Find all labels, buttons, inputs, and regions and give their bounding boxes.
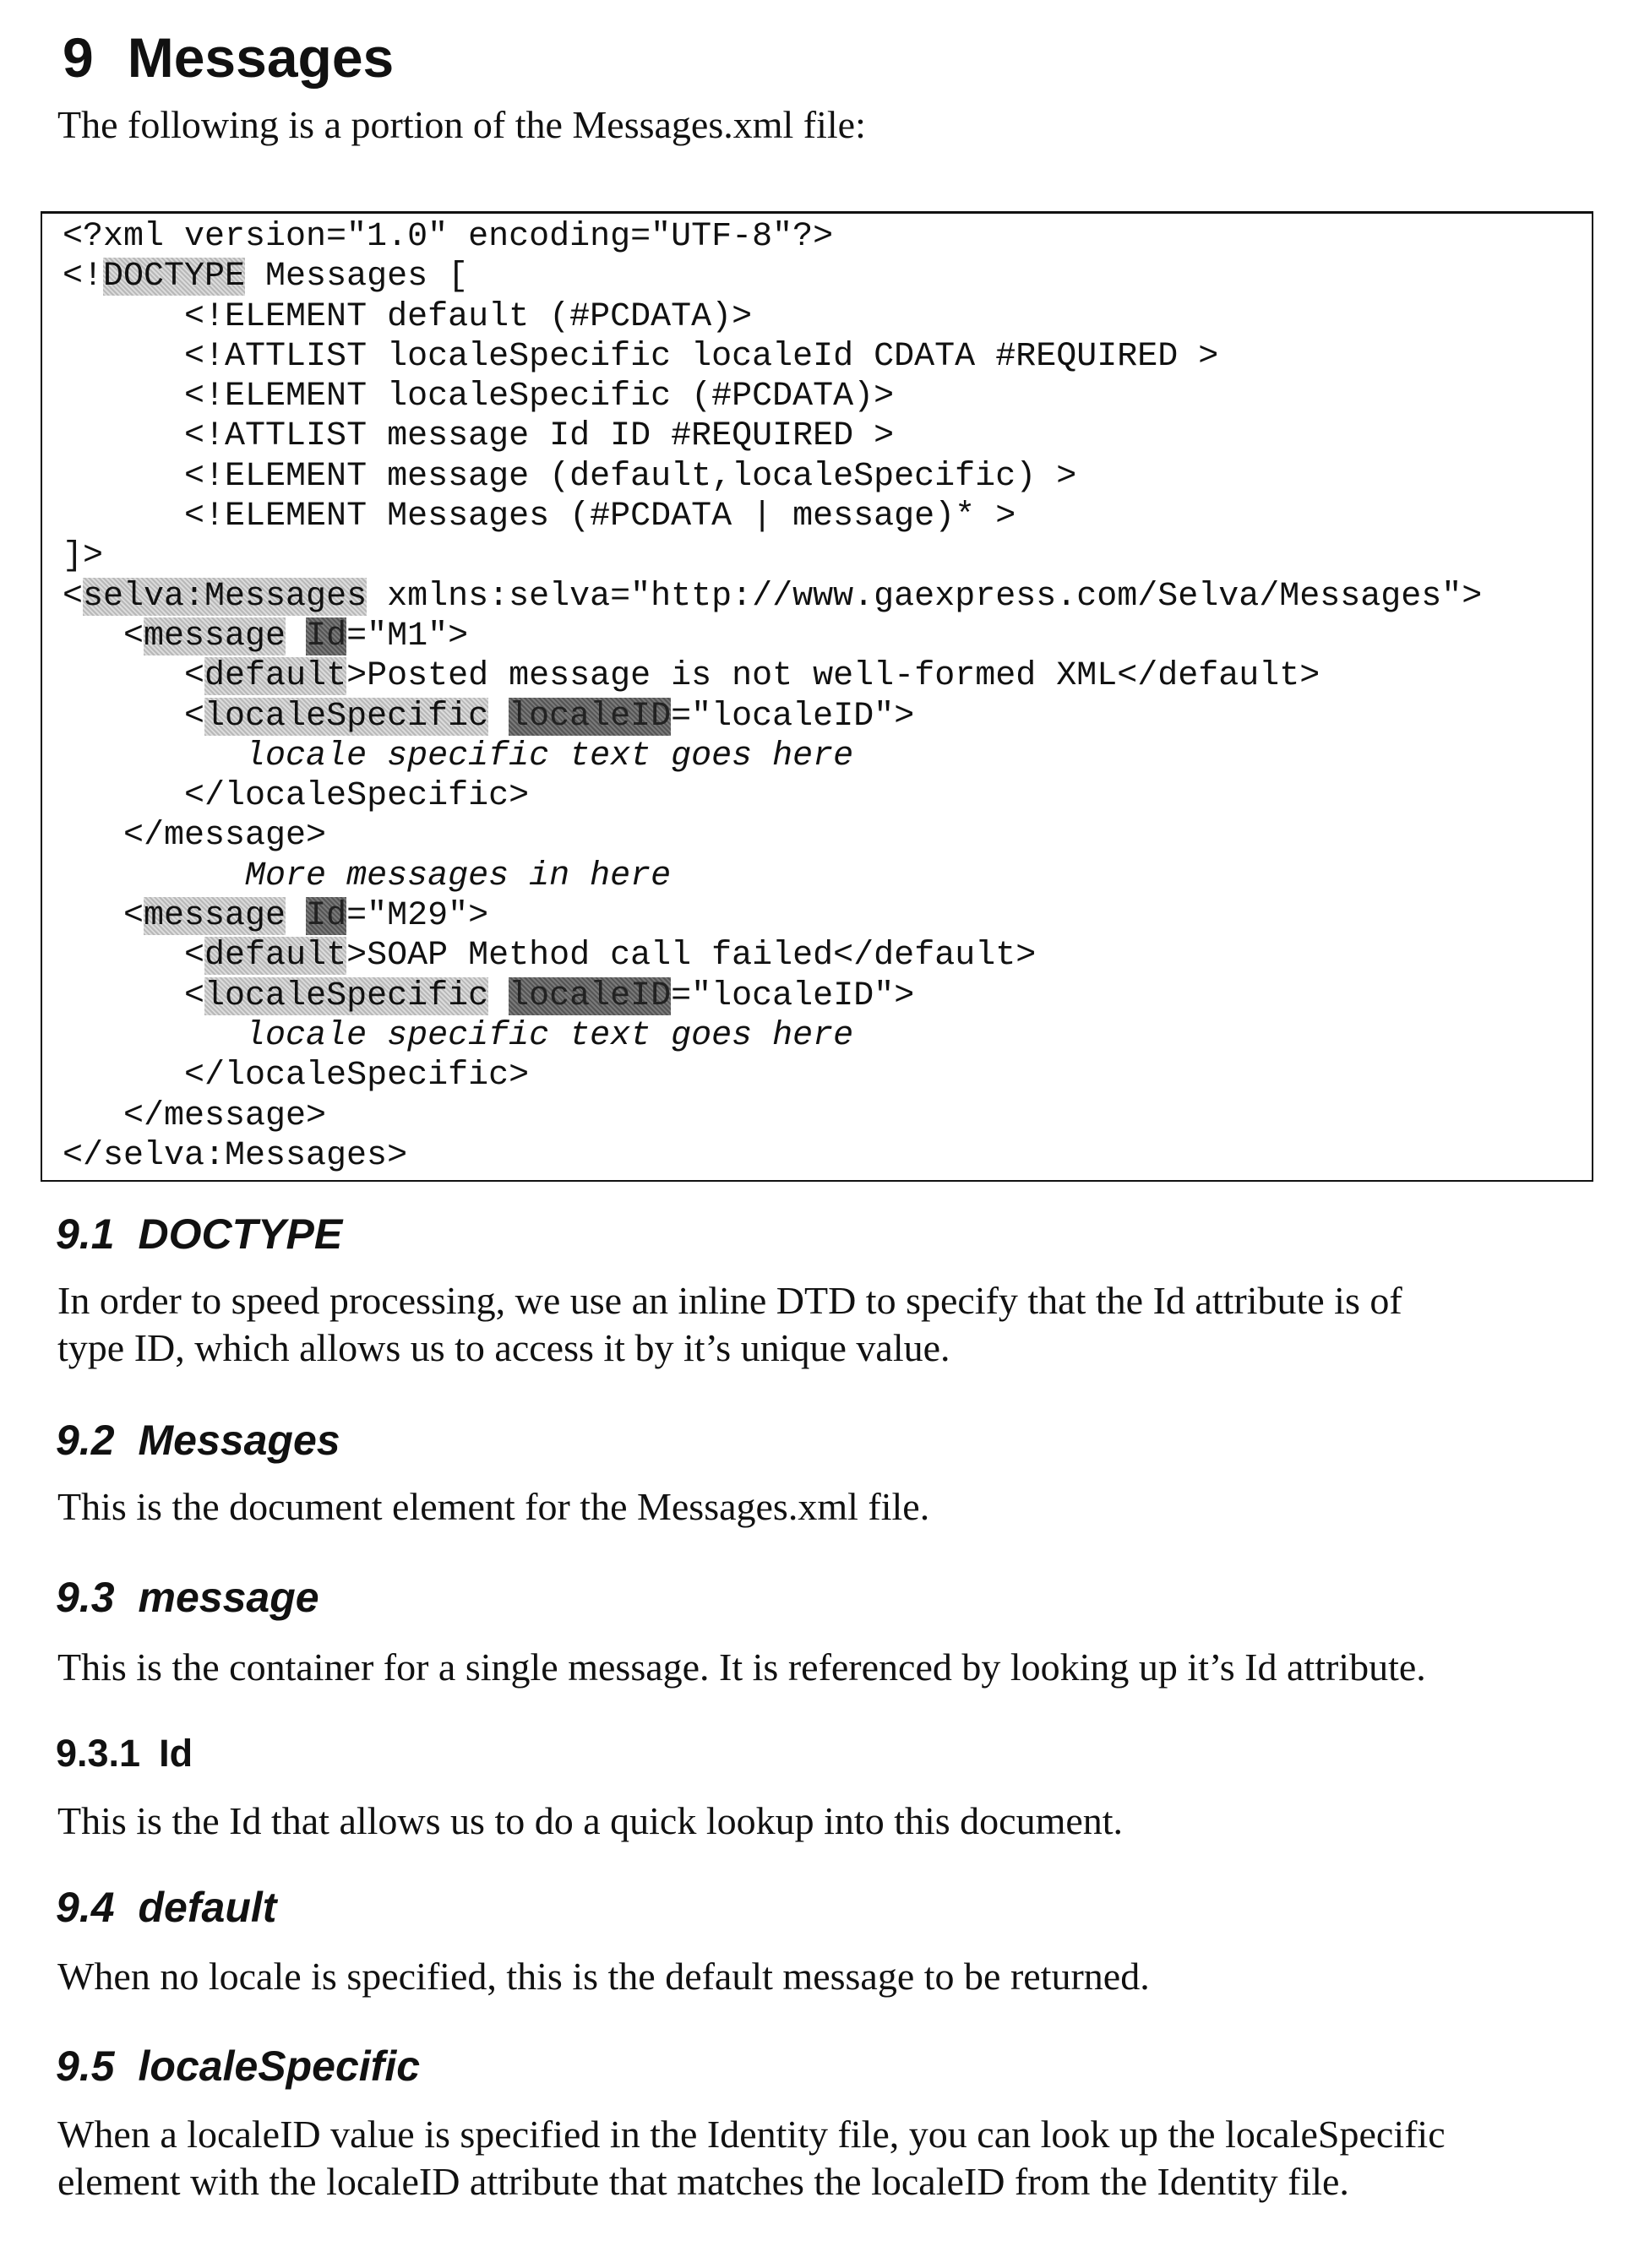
code-line bbox=[63, 697, 1482, 737]
code-text: < bbox=[184, 657, 204, 695]
code-text: ="localeID"> bbox=[671, 977, 914, 1015]
code-line bbox=[63, 217, 1482, 257]
highlighted-token: message bbox=[144, 617, 286, 655]
code-line bbox=[63, 297, 1482, 337]
code-text: locale specific text goes here bbox=[245, 737, 853, 775]
code-line bbox=[63, 656, 1482, 696]
code-line bbox=[63, 1056, 1482, 1096]
section-body-9-2: This is the document element for the Messages.xml file. bbox=[57, 1483, 929, 1531]
section-body-9-4: When no locale is specified, this is the default message to be returned. bbox=[57, 1953, 1150, 2000]
code-text: More messages in here bbox=[245, 857, 671, 895]
code-line bbox=[63, 377, 1482, 416]
section-body-9-3-1: This is the Id that allows us to do a quick lookup into this document. bbox=[57, 1798, 1123, 1845]
code-text: < bbox=[184, 698, 204, 736]
code-text: Messages [ bbox=[245, 258, 468, 296]
code-text bbox=[286, 617, 306, 655]
code-line bbox=[63, 617, 1482, 656]
section-heading-9-5 bbox=[56, 2042, 420, 2091]
highlighted-token: Id bbox=[306, 897, 346, 935]
code-text: <!ELEMENT Messages (#PCDATA | message)* > bbox=[184, 498, 1016, 536]
section-number: 9.1 bbox=[56, 1210, 115, 1258]
code-text: <!ELEMENT localeSpecific (#PCDATA)> bbox=[184, 378, 894, 416]
section-title: Messages bbox=[139, 1417, 340, 1464]
section-heading-9-1 bbox=[56, 1210, 342, 1259]
highlighted-token: message bbox=[144, 897, 286, 935]
code-text: </message> bbox=[123, 817, 326, 855]
section-body-9-5 bbox=[57, 2111, 1446, 2205]
code-text: <?xml version="1.0" encoding="UTF-8"?> bbox=[63, 218, 833, 256]
code-text: ="M1"> bbox=[346, 617, 468, 655]
code-line bbox=[63, 936, 1482, 976]
highlighted-token: DOCTYPE bbox=[103, 258, 245, 296]
code-text bbox=[488, 977, 509, 1015]
highlighted-token: localeID bbox=[509, 698, 671, 736]
code-text bbox=[488, 698, 509, 736]
code-line bbox=[63, 1136, 1482, 1176]
section-number: 9.2 bbox=[56, 1417, 115, 1464]
chapter-number: 9 bbox=[63, 26, 94, 89]
code-text: </selva:Messages> bbox=[63, 1137, 407, 1175]
code-line bbox=[63, 976, 1482, 1016]
code-line bbox=[63, 257, 1482, 296]
section-title: DOCTYPE bbox=[139, 1210, 343, 1258]
code-text: < bbox=[184, 937, 204, 975]
code-text: <!ELEMENT default (#PCDATA)> bbox=[184, 298, 752, 336]
section-number: 9.5 bbox=[56, 2042, 115, 2090]
paragraph-line: element with the localeID attribute that matches the localeID from the Identity file. bbox=[57, 2158, 1446, 2205]
code-text bbox=[286, 897, 306, 935]
section-body-9-1 bbox=[57, 1277, 1402, 1372]
section-heading-9-3 bbox=[56, 1573, 319, 1622]
code-text: xmlns:selva="http://www.gaexpress.com/Selva/Messages"> bbox=[367, 578, 1482, 616]
code-text: >SOAP Method call failed</default> bbox=[346, 937, 1036, 975]
code-line bbox=[63, 1016, 1482, 1056]
highlighted-token: selva:Messages bbox=[83, 578, 367, 616]
paragraph-line: In order to speed processing, we use an inline DTD to specify that the Id attribute is of bbox=[57, 1277, 1402, 1324]
section-heading-9-4 bbox=[56, 1883, 276, 1932]
chapter-heading bbox=[63, 25, 394, 90]
section-number: 9.3 bbox=[56, 1574, 115, 1621]
code-text: </localeSpecific> bbox=[184, 1057, 529, 1095]
section-title: localeSpecific bbox=[139, 2042, 421, 2090]
section-heading-9-3-1 bbox=[56, 1732, 193, 1776]
code-text: < bbox=[63, 578, 83, 616]
code-text: locale specific text goes here bbox=[245, 1017, 853, 1055]
code-line bbox=[63, 1096, 1482, 1136]
highlighted-token: localeSpecific bbox=[204, 977, 488, 1015]
highlighted-token: default bbox=[204, 937, 346, 975]
code-line bbox=[63, 337, 1482, 377]
code-text: ="M29"> bbox=[346, 897, 488, 935]
code-line bbox=[63, 896, 1482, 936]
highlighted-token: Id bbox=[306, 617, 346, 655]
code-line bbox=[63, 737, 1482, 776]
code-text: <!ELEMENT message (default,localeSpecific) > bbox=[184, 458, 1076, 496]
section-number: 9.4 bbox=[56, 1884, 115, 1931]
xml-code bbox=[63, 217, 1482, 1176]
highlighted-token: localeID bbox=[509, 977, 671, 1015]
code-line bbox=[63, 457, 1482, 497]
chapter-title: Messages bbox=[128, 26, 395, 89]
code-text: ]> bbox=[63, 537, 103, 575]
code-text: < bbox=[123, 897, 144, 935]
code-line bbox=[63, 416, 1482, 456]
section-number: 9.3.1 bbox=[56, 1732, 140, 1775]
section-body-9-3: This is the container for a single message. It is referenced by looking up it’s Id attribute. bbox=[57, 1644, 1426, 1691]
code-line bbox=[63, 857, 1482, 896]
intro-text: The following is a portion of the Messages.xml file: bbox=[57, 101, 866, 149]
code-text: <!ATTLIST message Id ID #REQUIRED > bbox=[184, 417, 894, 455]
code-text: </localeSpecific> bbox=[184, 777, 529, 815]
code-line bbox=[63, 577, 1482, 617]
code-text: <! bbox=[63, 258, 103, 296]
code-text: </message> bbox=[123, 1097, 326, 1135]
section-title: message bbox=[139, 1574, 319, 1621]
code-listing bbox=[41, 211, 1593, 1182]
code-line bbox=[63, 776, 1482, 816]
highlighted-token: default bbox=[204, 657, 346, 695]
section-heading-9-2 bbox=[56, 1416, 340, 1465]
highlighted-token: localeSpecific bbox=[204, 698, 488, 736]
code-line bbox=[63, 536, 1482, 576]
code-text: ="localeID"> bbox=[671, 698, 914, 736]
code-text: < bbox=[184, 977, 204, 1015]
code-line bbox=[63, 497, 1482, 536]
paragraph-line: When a localeID value is specified in the Identity file, you can look up the localeSpecific bbox=[57, 2111, 1446, 2158]
code-text: >Posted message is not well-formed XML</default> bbox=[346, 657, 1320, 695]
section-title: default bbox=[139, 1884, 277, 1931]
code-text: < bbox=[123, 617, 144, 655]
code-line bbox=[63, 816, 1482, 856]
section-title: Id bbox=[159, 1732, 193, 1775]
paragraph-line: type ID, which allows us to access it by it’s unique value. bbox=[57, 1324, 1402, 1372]
code-text: <!ATTLIST localeSpecific localeId CDATA #REQUIRED > bbox=[184, 338, 1218, 376]
